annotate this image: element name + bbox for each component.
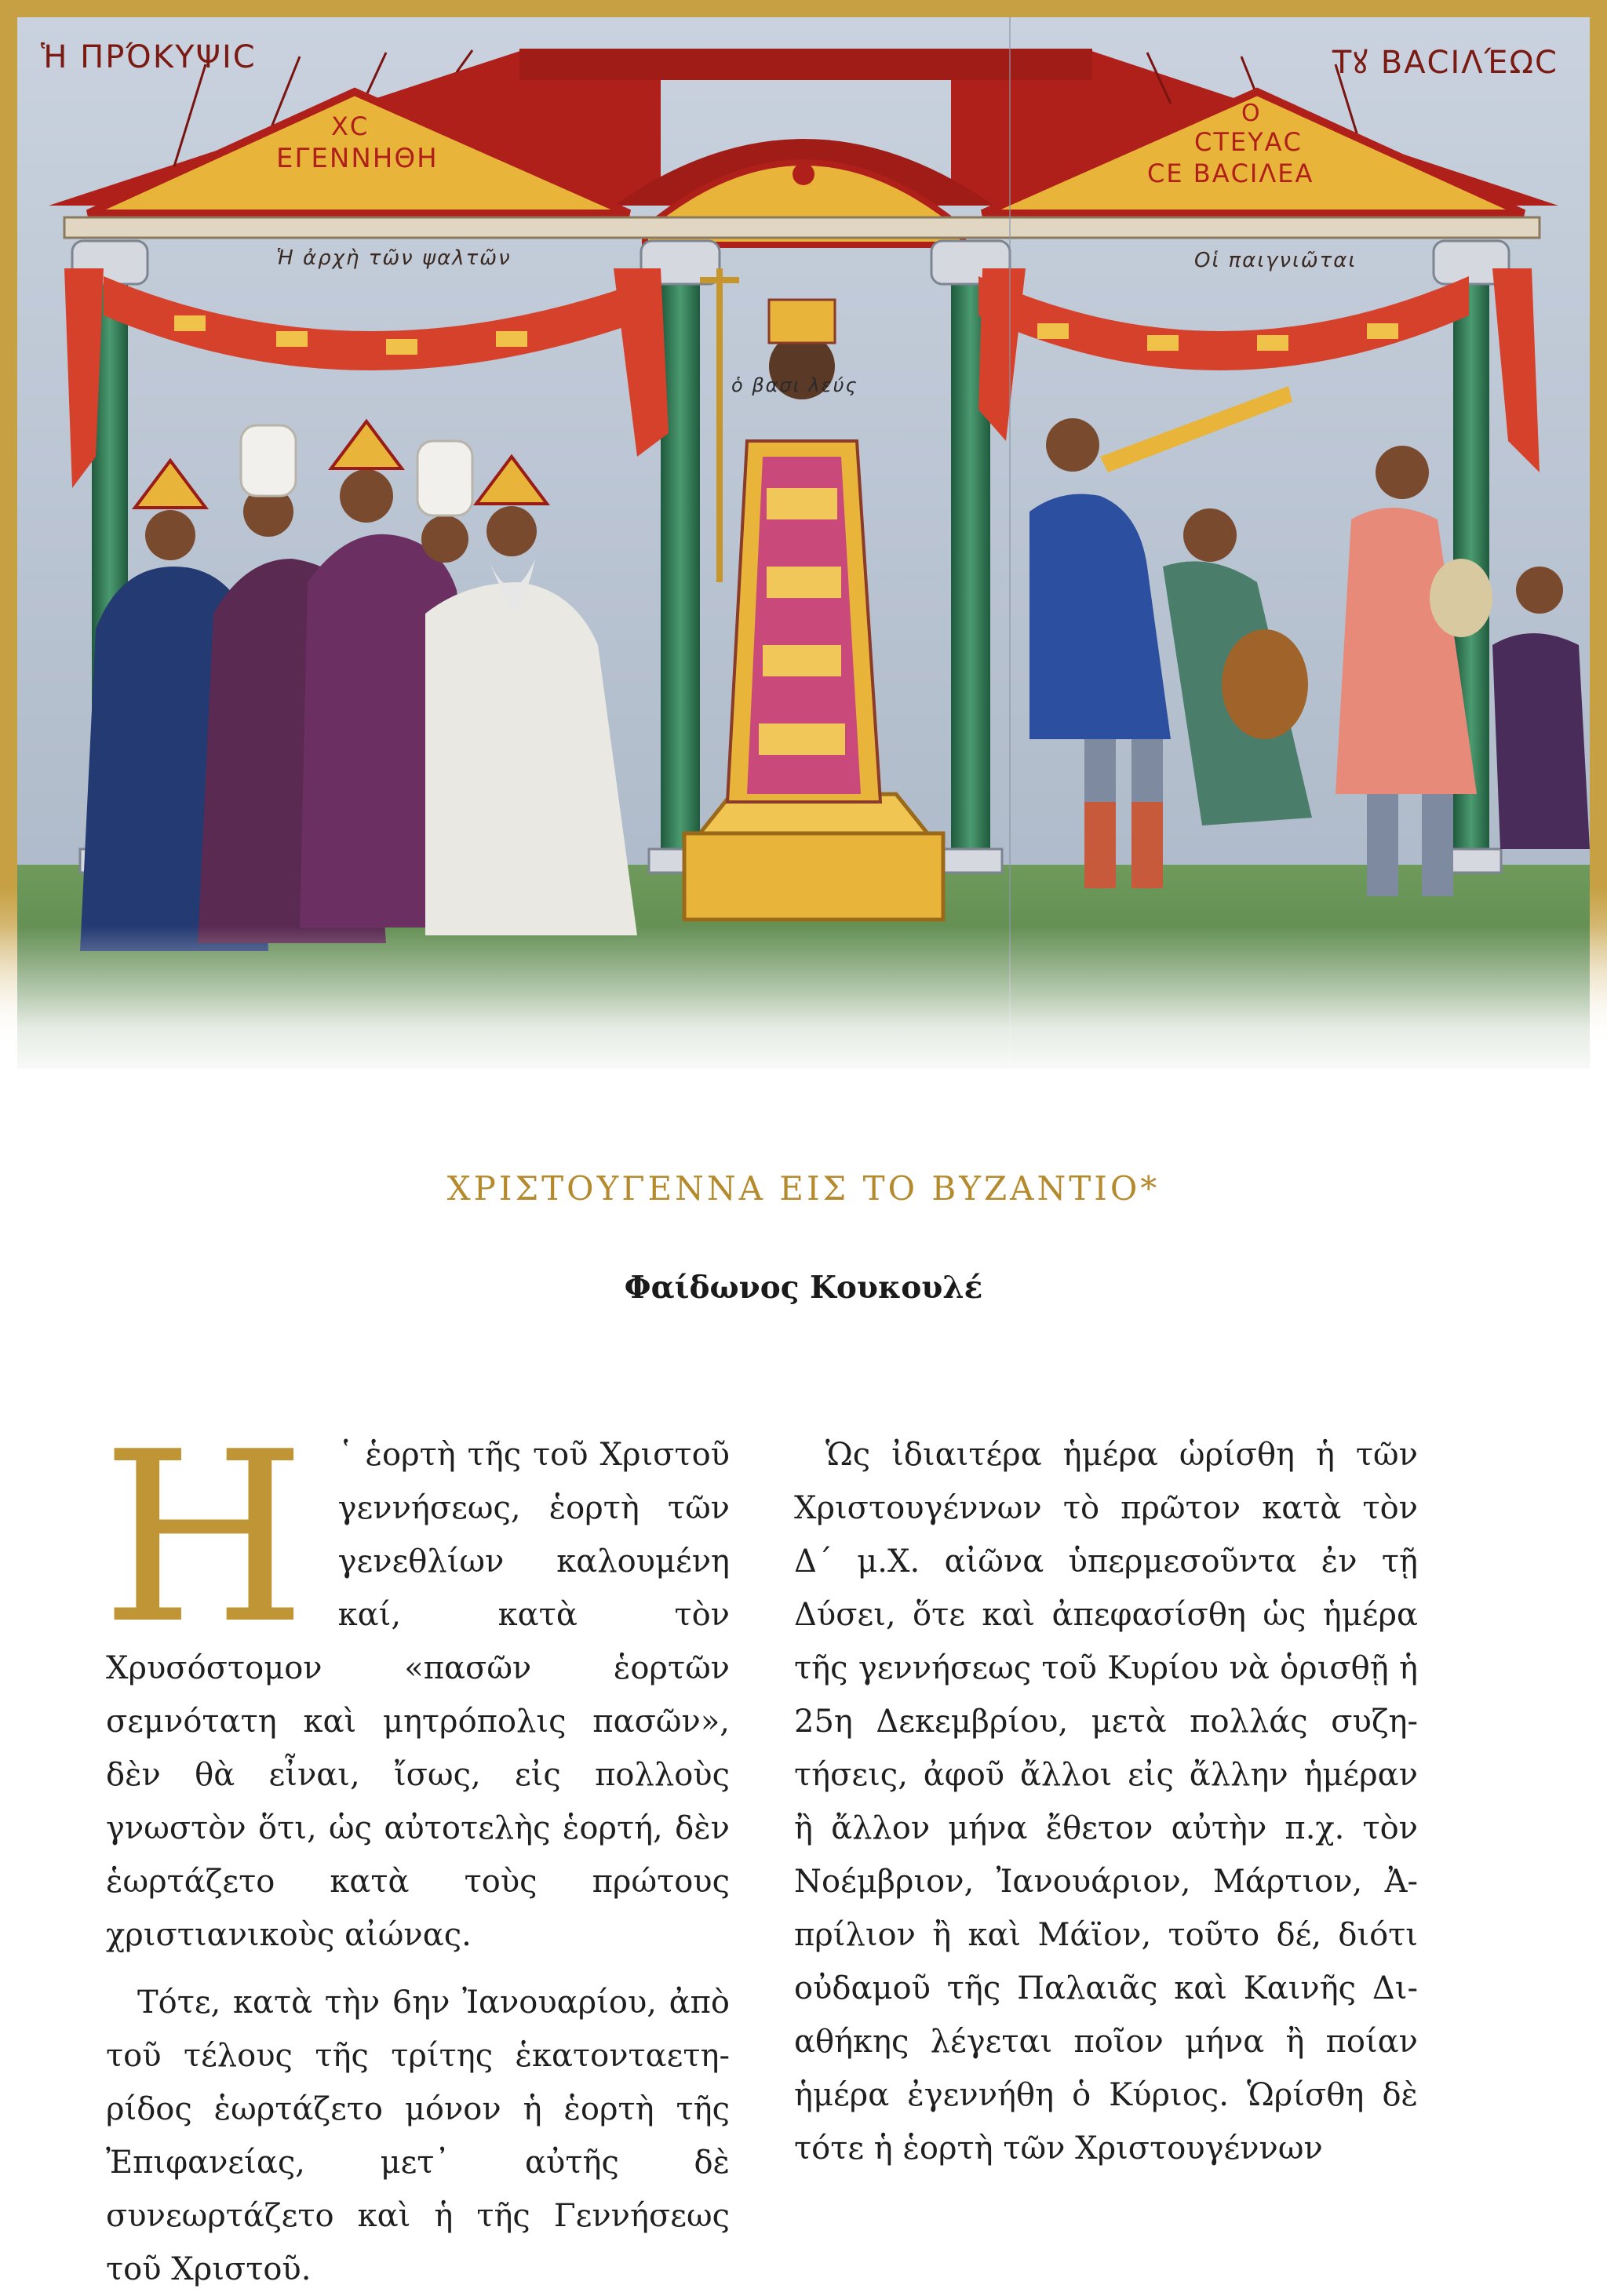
gold-frame-left xyxy=(0,0,17,1044)
pediment-left-line-1: ΧC xyxy=(331,111,370,141)
byzantine-icon-painting xyxy=(17,17,1590,1069)
chanters-caption: Ἡ ἀρχὴ τῶν ψαλτῶν xyxy=(276,246,512,270)
article-column-left xyxy=(101,1401,730,2296)
article-author: Φαίδωνος Κουκουλέ xyxy=(624,1270,983,1306)
article-column-right xyxy=(794,1428,1418,2175)
pediment-right-line-3: CΕ ΒΑCΙΛΕΑ xyxy=(1147,159,1314,188)
gold-frame-top xyxy=(0,0,1607,17)
painting-svg xyxy=(17,17,1590,1069)
painting-label-top-left: Ἡ ΠΡΌΚΥΨΙC xyxy=(41,39,257,75)
article-title: ΧΡΙΣΤΟΥΓΕΝΝΑ ΕΙΣ ΤΟ ΒΥΖΑΝΤΙΟ* xyxy=(446,1169,1161,1208)
pediment-right-line-2: CΤΕΥΑC xyxy=(1194,127,1303,157)
pediment-left-line-2: ΕΓΕΝΝΗΘΗ xyxy=(276,143,439,174)
drop-cap: Η xyxy=(101,1401,307,1675)
painting-label-top-right: Τꙋ ΒΑCΙΛΈΩC xyxy=(1332,45,1558,81)
image-fade-overlay xyxy=(0,926,1607,1083)
architrave xyxy=(64,217,1540,238)
pediment-right-line-1: Ο xyxy=(1241,100,1262,127)
arch-ornament xyxy=(793,163,814,185)
paragraph: ῾ ἑορτὴ τῆς τοῦ Χριστοῦ γεννήσεως, ἑορτὴ τῶν γενεθλίων καλουμένη καί, κατὰ τὸν Χρυσόστομον «πασῶν ἑορτῶν σεμνότατη καὶ μητρόπολις πασῶν», δὲν θὰ εἶναι, ἴσως, εἰς πολλοὺς γνωστὸν ὅτι, ὡς αὐτοτελὴς ἑορτή, δὲν ἑωρτάζετο κατὰ τοὺς πρώτους χριστιανικοὺς αἰώνας. xyxy=(106,1437,730,1953)
musicians-caption: Οἱ παιγνιῶται xyxy=(1194,249,1357,272)
paragraph: Ὡς ἰδιαιτέρα ἡμέρα ὡρίσθη ἡ τῶν Χριστουγέννων τὸ πρῶτον κατὰ τὸν Δ΄ μ.Χ. αἰῶνα ὑπερμεσοῦντα ἐν τῇ Δύσει, ὅτε καὶ ἀπεφασίσθη ὡς ἡμέρα τῆς γεννήσεως τοῦ Κυρίου νὰ ὁρισθῇ ἡ 25η Δεκεμβρίου, μετὰ πολλάς συζητήσεις, ἀφοῦ ἄλλοι εἰς ἄλλην ἡμέραν ἢ ἄλλον μήνα ἔθετον αὐτὴν π.χ. τὸν Νοέμβριον, Ἰανουάριον, Μάρτιον, Ἀπρίλιον ἢ καὶ Μάϊον, τοῦτο δέ, διότι οὐδαμοῦ τῆς Παλαιᾶς καὶ Καινῆς Διαθήκης λέγεται ποῖον μήνα ἢ ποίαν ἡμέρα ἐγεννήθη ὁ Κύριος. Ὡρίσθη δὲ τότε ἡ ἑορτὴ τῶν Χριστουγέννων xyxy=(794,1437,1418,2167)
emperor-caption: ὁ βασι λεύς xyxy=(731,374,858,396)
paragraph: Τότε, κατὰ τὴν 6ην Ἰανουαρίου, ἀπὸ τοῦ τέλους τῆς τρίτης ἑκατονταετηρίδος ἑωρτάζετο μόνον ἡ ἑορτὴ τῆς Ἐπιφανείας, μετ᾿ αὐτῆς δὲ συνεωρτάζετο καὶ ἡ τῆς Γεννήσεως τοῦ Χριστοῦ. xyxy=(106,1984,730,2287)
gold-frame-right xyxy=(1590,0,1607,1044)
